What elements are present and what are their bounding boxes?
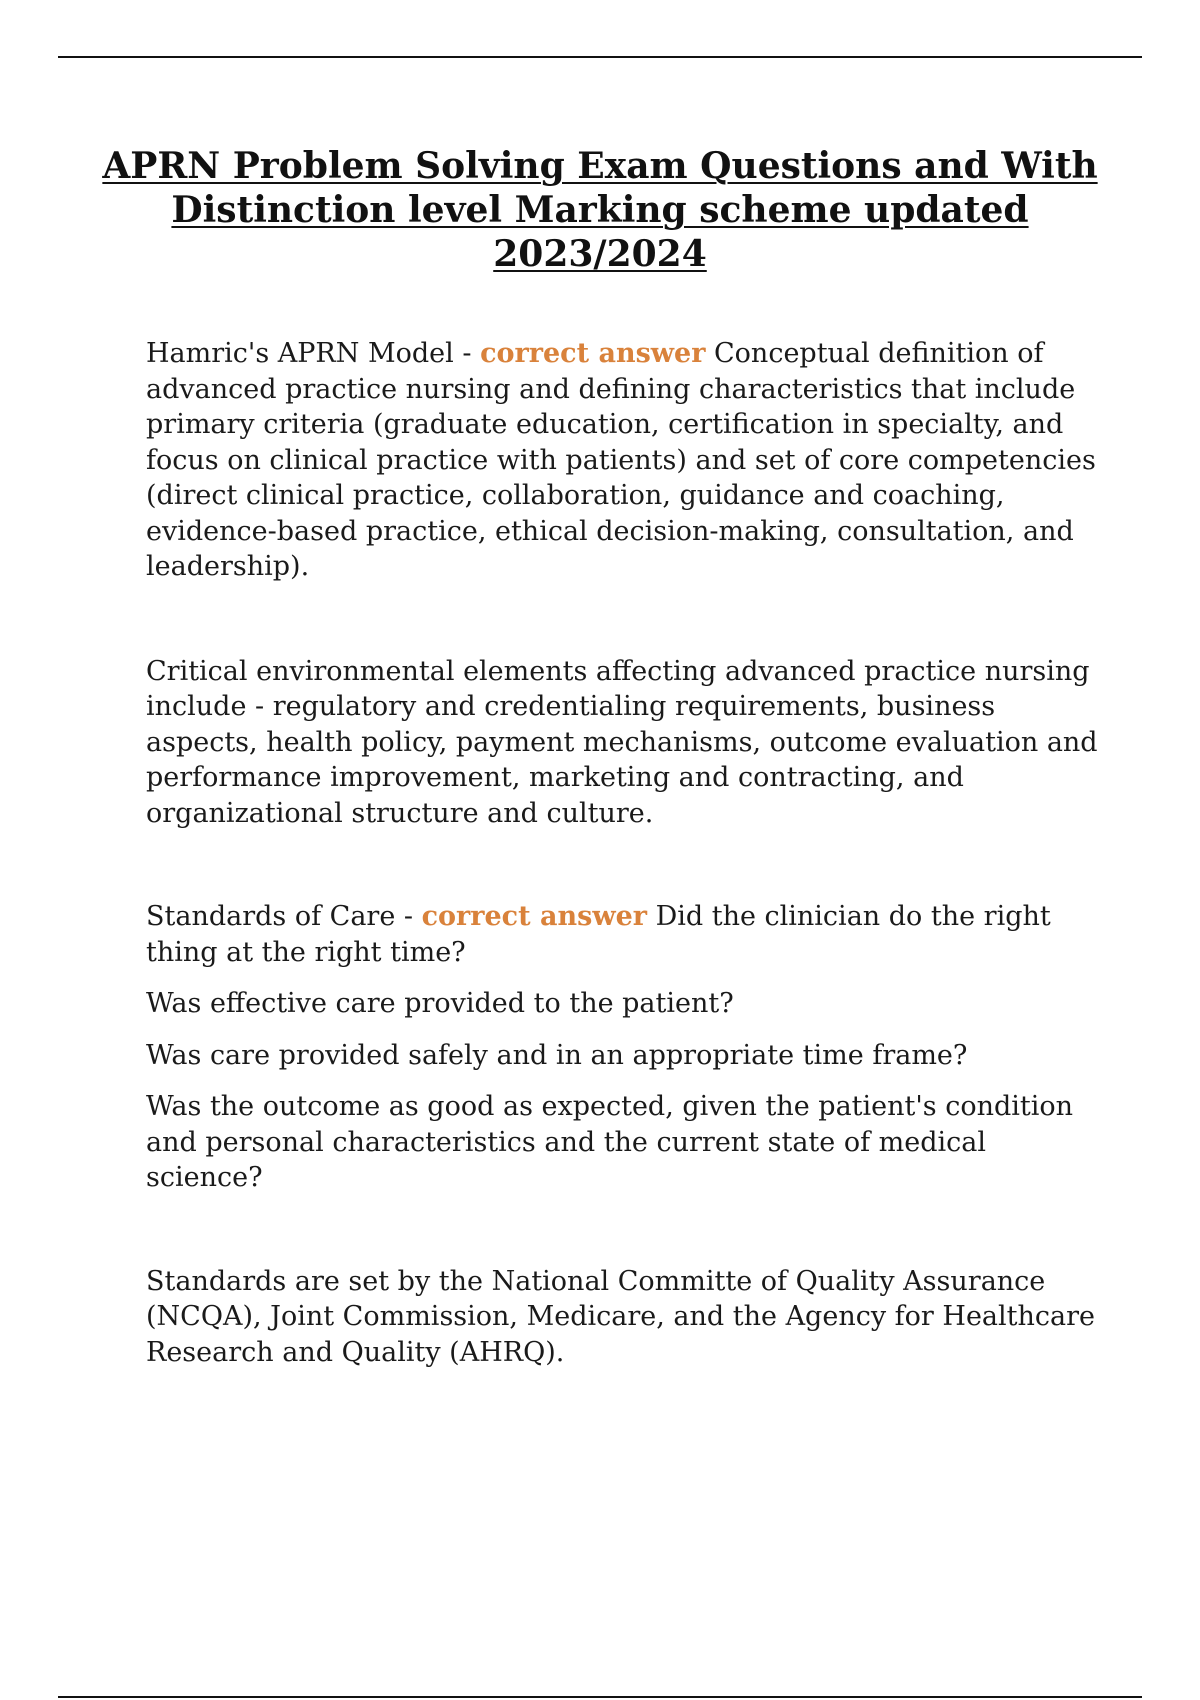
entry-environmental-elements [146,654,1106,832]
entry-standards-bodies [146,1264,1106,1371]
entry-term: Hamric's APRN Model - [146,338,481,369]
correct-answer-marker: correct answer [480,338,706,369]
entry-paragraph [146,336,1106,585]
top-rule [58,56,1142,58]
entry-standards-of-care [146,899,1106,1196]
entry-paragraph [146,899,1106,970]
entry-hamric-model [146,336,1106,585]
bottom-rule [58,1696,1142,1698]
entry-answer: Did the clinician do the right thing at the right time? [146,901,1051,968]
entry-paragraph: Standards are set by the National Committe of Quality Assurance (NCQA), Joint Commission, Medicare, and the Agency for Healthcare Research and Quality (AHRQ). [146,1265,1096,1368]
entry-term: Standards of Care - [146,901,422,932]
document-body [146,336,1106,1370]
correct-answer-marker: correct answer [421,901,647,932]
entry-paragraph: Critical environmental elements affecting advanced practice nursing include - regulatory and credentialing requirements, business aspects, health policy, payment mechanisms, outcome evaluation and performance improvement, marketing and contracting, and organizational structure and culture. [146,655,1098,829]
follow-up-question: Was the outcome as good as expected, given the patient's condition and personal characteristics and the current state of medical science? [146,1091,1074,1193]
entry-answer: Conceptual definition of advanced practice nursing and defining characteristics that include primary criteria (graduate education, certification in specialty, and focus on clinical practice with patients) and set of core competencies (direct clinical practice, collaboration, guidance and coaching, evidence-based practice, ethical decision-making, consultation, and leadership). [146,338,1096,582]
follow-up-question: Was care provided safely and in an appropriate time frame? [146,1039,968,1071]
document-title: APRN Problem Solving Exam Questions and With Distinction level Marking scheme updated 2023/2024 [102,145,1098,275]
follow-up-question: Was effective care provided to the patient? [146,988,734,1019]
